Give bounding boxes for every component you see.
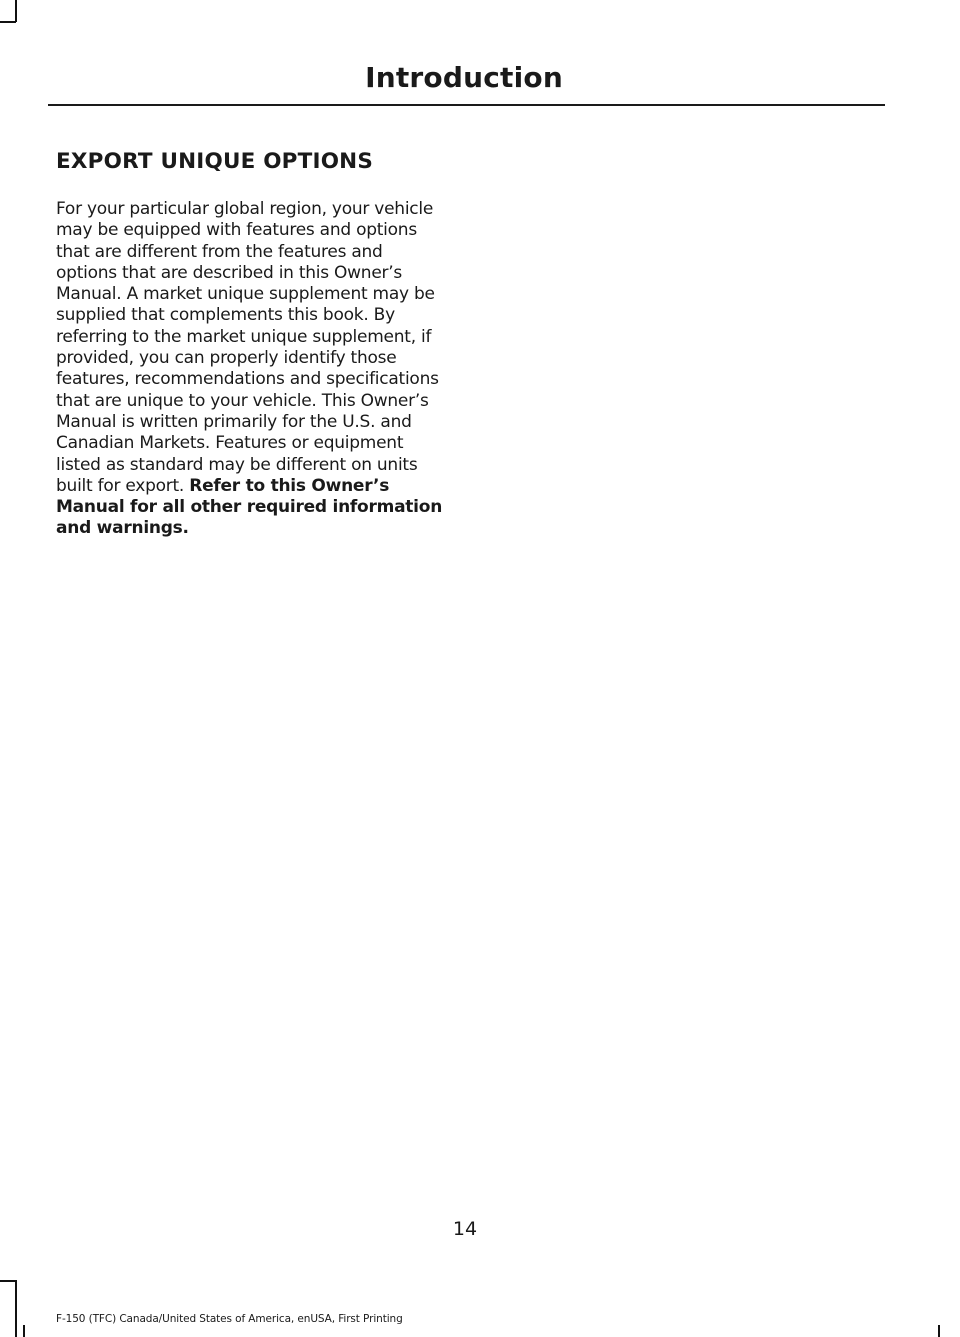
crop-mark-bottom-inner-tick: [23, 1325, 25, 1337]
crop-mark-top-left-vertical: [15, 0, 17, 22]
paragraph-bold-text: Refer to this Owner’s Manual for all other required information and warnings.: [56, 475, 443, 539]
header-divider: [48, 104, 885, 106]
paragraph-regular-text: For your particular global region, your vehicle may be equipped with features and options that are different from the features and options that are described in this Owner’s Manual. A market unique supplement may be supplied that complements this book. By referring to the market unique supplement, if provided, you can properly identify those features, recommendations and specifications that are unique to your vehicle. This Owner’s Manual is written primarily for the U.S. and Canadian Markets. Features or equipment listed as standard may be different on units built for export.: [56, 199, 439, 496]
crop-mark-bottom-left-horizontal: [0, 1280, 16, 1282]
page-header-title: Introduction: [365, 61, 563, 94]
crop-mark-top-left-horizontal: [0, 21, 16, 23]
section-paragraph: [56, 199, 448, 540]
footer-edition: F-150 (TFC) Canada/United States of America, enUSA, First Printing: [56, 1313, 403, 1325]
export-unique-options-section: [56, 148, 448, 540]
section-heading: EXPORT UNIQUE OPTIONS: [56, 149, 374, 174]
crop-mark-bottom-right-tick: [938, 1325, 940, 1337]
crop-mark-bottom-left-vertical: [15, 1280, 17, 1337]
page-number: 14: [452, 1218, 478, 1240]
